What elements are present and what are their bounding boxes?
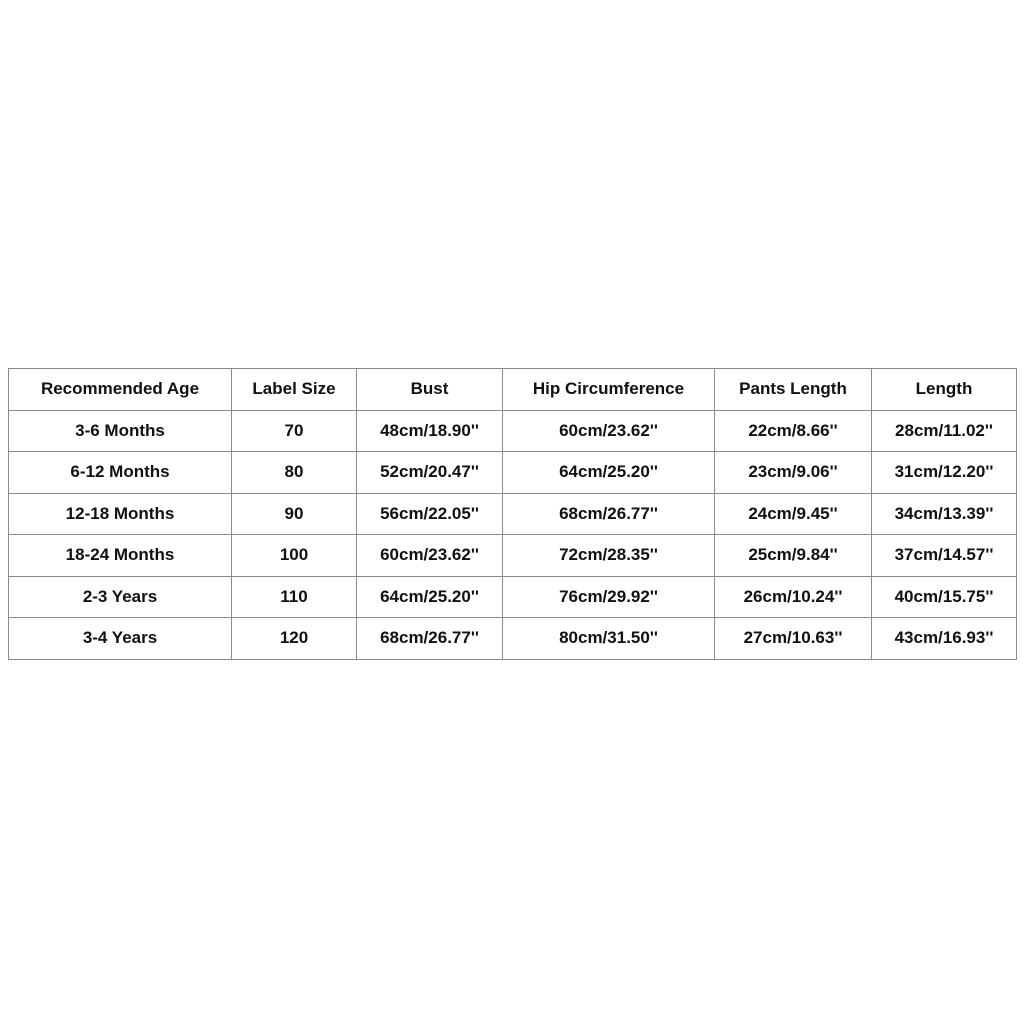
table-header-row (9, 369, 1017, 411)
cell-label-size: 100 (232, 535, 357, 577)
cell-age: 3-4 Years (9, 618, 232, 660)
cell-age: 12-18 Months (9, 493, 232, 535)
cell-label-size: 70 (232, 410, 357, 452)
cell-pants-length: 24cm/9.45'' (715, 493, 872, 535)
cell-pants-length: 22cm/8.66'' (715, 410, 872, 452)
cell-label-size: 120 (232, 618, 357, 660)
table-row (9, 452, 1017, 494)
cell-length: 28cm/11.02'' (872, 410, 1017, 452)
cell-pants-length: 25cm/9.84'' (715, 535, 872, 577)
cell-label-size: 110 (232, 576, 357, 618)
cell-age: 2-3 Years (9, 576, 232, 618)
cell-label-size: 90 (232, 493, 357, 535)
size-chart (8, 368, 1016, 660)
cell-bust: 56cm/22.05'' (357, 493, 503, 535)
cell-age: 18-24 Months (9, 535, 232, 577)
header-length: Length (872, 369, 1017, 411)
cell-bust: 60cm/23.62'' (357, 535, 503, 577)
cell-age: 6-12 Months (9, 452, 232, 494)
cell-hip: 68cm/26.77'' (503, 493, 715, 535)
size-table (8, 368, 1017, 660)
cell-age: 3-6 Months (9, 410, 232, 452)
cell-hip: 80cm/31.50'' (503, 618, 715, 660)
cell-hip: 60cm/23.62'' (503, 410, 715, 452)
header-label-size: Label Size (232, 369, 357, 411)
cell-hip: 76cm/29.92'' (503, 576, 715, 618)
cell-length: 34cm/13.39'' (872, 493, 1017, 535)
header-hip-circumference: Hip Circumference (503, 369, 715, 411)
cell-bust: 68cm/26.77'' (357, 618, 503, 660)
header-bust: Bust (357, 369, 503, 411)
table-row (9, 493, 1017, 535)
cell-length: 31cm/12.20'' (872, 452, 1017, 494)
header-recommended-age: Recommended Age (9, 369, 232, 411)
table-row (9, 410, 1017, 452)
cell-pants-length: 27cm/10.63'' (715, 618, 872, 660)
cell-pants-length: 23cm/9.06'' (715, 452, 872, 494)
table-row (9, 576, 1017, 618)
header-pants-length: Pants Length (715, 369, 872, 411)
cell-bust: 48cm/18.90'' (357, 410, 503, 452)
cell-bust: 64cm/25.20'' (357, 576, 503, 618)
cell-label-size: 80 (232, 452, 357, 494)
cell-hip: 64cm/25.20'' (503, 452, 715, 494)
cell-length: 37cm/14.57'' (872, 535, 1017, 577)
cell-bust: 52cm/20.47'' (357, 452, 503, 494)
table-row (9, 618, 1017, 660)
cell-length: 43cm/16.93'' (872, 618, 1017, 660)
cell-hip: 72cm/28.35'' (503, 535, 715, 577)
table-row (9, 535, 1017, 577)
cell-length: 40cm/15.75'' (872, 576, 1017, 618)
cell-pants-length: 26cm/10.24'' (715, 576, 872, 618)
